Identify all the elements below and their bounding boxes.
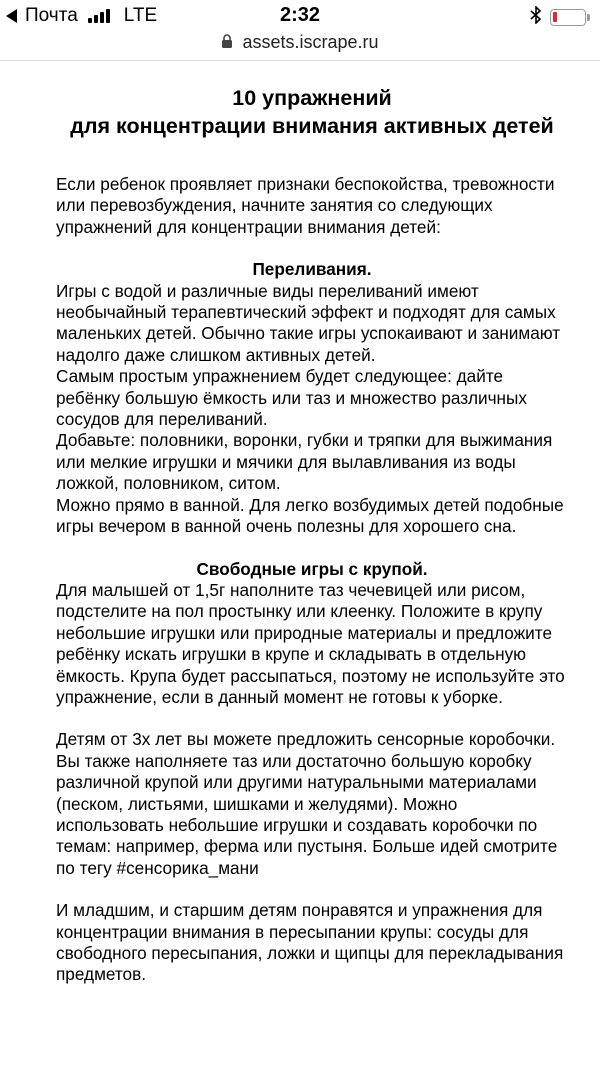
section2-paragraph-3: И младшим, и старшим детям понравятся и упражнения для концентрации внимания в пересыпании крупы: сосуды для свободного пересыпания, ложки и щипцы для перекладывания предметов. <box>56 900 564 985</box>
section1-paragraph-2: Самым простым упражнением будет следующее: дайте ребёнку большую ёмкость или таз и множество различных сосудов для переливаний. <box>56 366 527 430</box>
battery-icon <box>550 9 586 26</box>
section2-paragraph-1: Для малышей от 1,5г наполните таз чечевицей или рисом, подстелите на пол простынку или клеенку. Положите в крупу небольшие игрушки или природные материалы и предложите ребёнку искать игрушки в крупе и складывать в отдельную ёмкость. Крупа будет рассыпаться, поэтому не используйте это упражнение, если в данный момент не готовы к уборке. <box>56 579 565 707</box>
section-pourings <box>56 259 568 537</box>
status-bar-right <box>530 6 590 29</box>
address-bar[interactable] <box>0 32 600 61</box>
section1-paragraph-3: Добавьте: половники, воронки, губки и тряпки для выжимания или мелкие игрушки и мячики для вылавливания из воды ложкой, половником, ситом. <box>56 430 553 494</box>
article-title <box>56 84 568 140</box>
section-title-cereal-games: Свободные игры с крупой. <box>196 558 428 579</box>
url-text[interactable]: assets.iscrape.ru <box>242 32 379 52</box>
section1-paragraph-4: Можно прямо в ванной. Для легко возбудимых детей подобные игры вечером в ванной очень полезны для хорошего сна. <box>56 494 564 537</box>
status-time: 2:32 <box>279 4 321 26</box>
section-cereal-games <box>56 559 568 986</box>
section2-paragraph-2: Детям от 3х лет вы можете предложить сенсорные коробочки. Вы также наполняете таз или достаточно большую коробку различной крупой или другими натуральными материалами (песком, листьями, шишками и желудями). Можно использовать небольшие игрушки и создавать коробочки по темам: например, ферма или пустыня. Больше идей смотрите по тегу #сенсорика_мани <box>56 729 558 878</box>
bluetooth-icon <box>530 6 542 29</box>
battery-tip <box>587 14 590 21</box>
section-title-pourings: Переливания. <box>252 259 372 280</box>
article-title-line1: 10 упражнений <box>232 86 392 110</box>
section1-paragraph-1: Игры с водой и различные виды переливаний имеют необычайный терапевтический эффект и подходят для самых маленьких детей. Обычно такие игры успокаивают и занимают надолго даже слишком активных детей. <box>56 280 561 365</box>
lock-icon <box>221 33 233 54</box>
intro-paragraph: Если ребенок проявляет признаки беспокойства, тревожности или перевозбуждения, начните занятия со следующих упражнений для концентрации внимания детей: <box>56 174 555 237</box>
back-to-app-label[interactable]: Почта <box>25 5 78 26</box>
network-type: LTE <box>123 5 158 26</box>
article-title-line2: для концентрации внимания активных детей <box>70 114 554 138</box>
status-bar <box>0 0 600 34</box>
article <box>56 84 568 1007</box>
